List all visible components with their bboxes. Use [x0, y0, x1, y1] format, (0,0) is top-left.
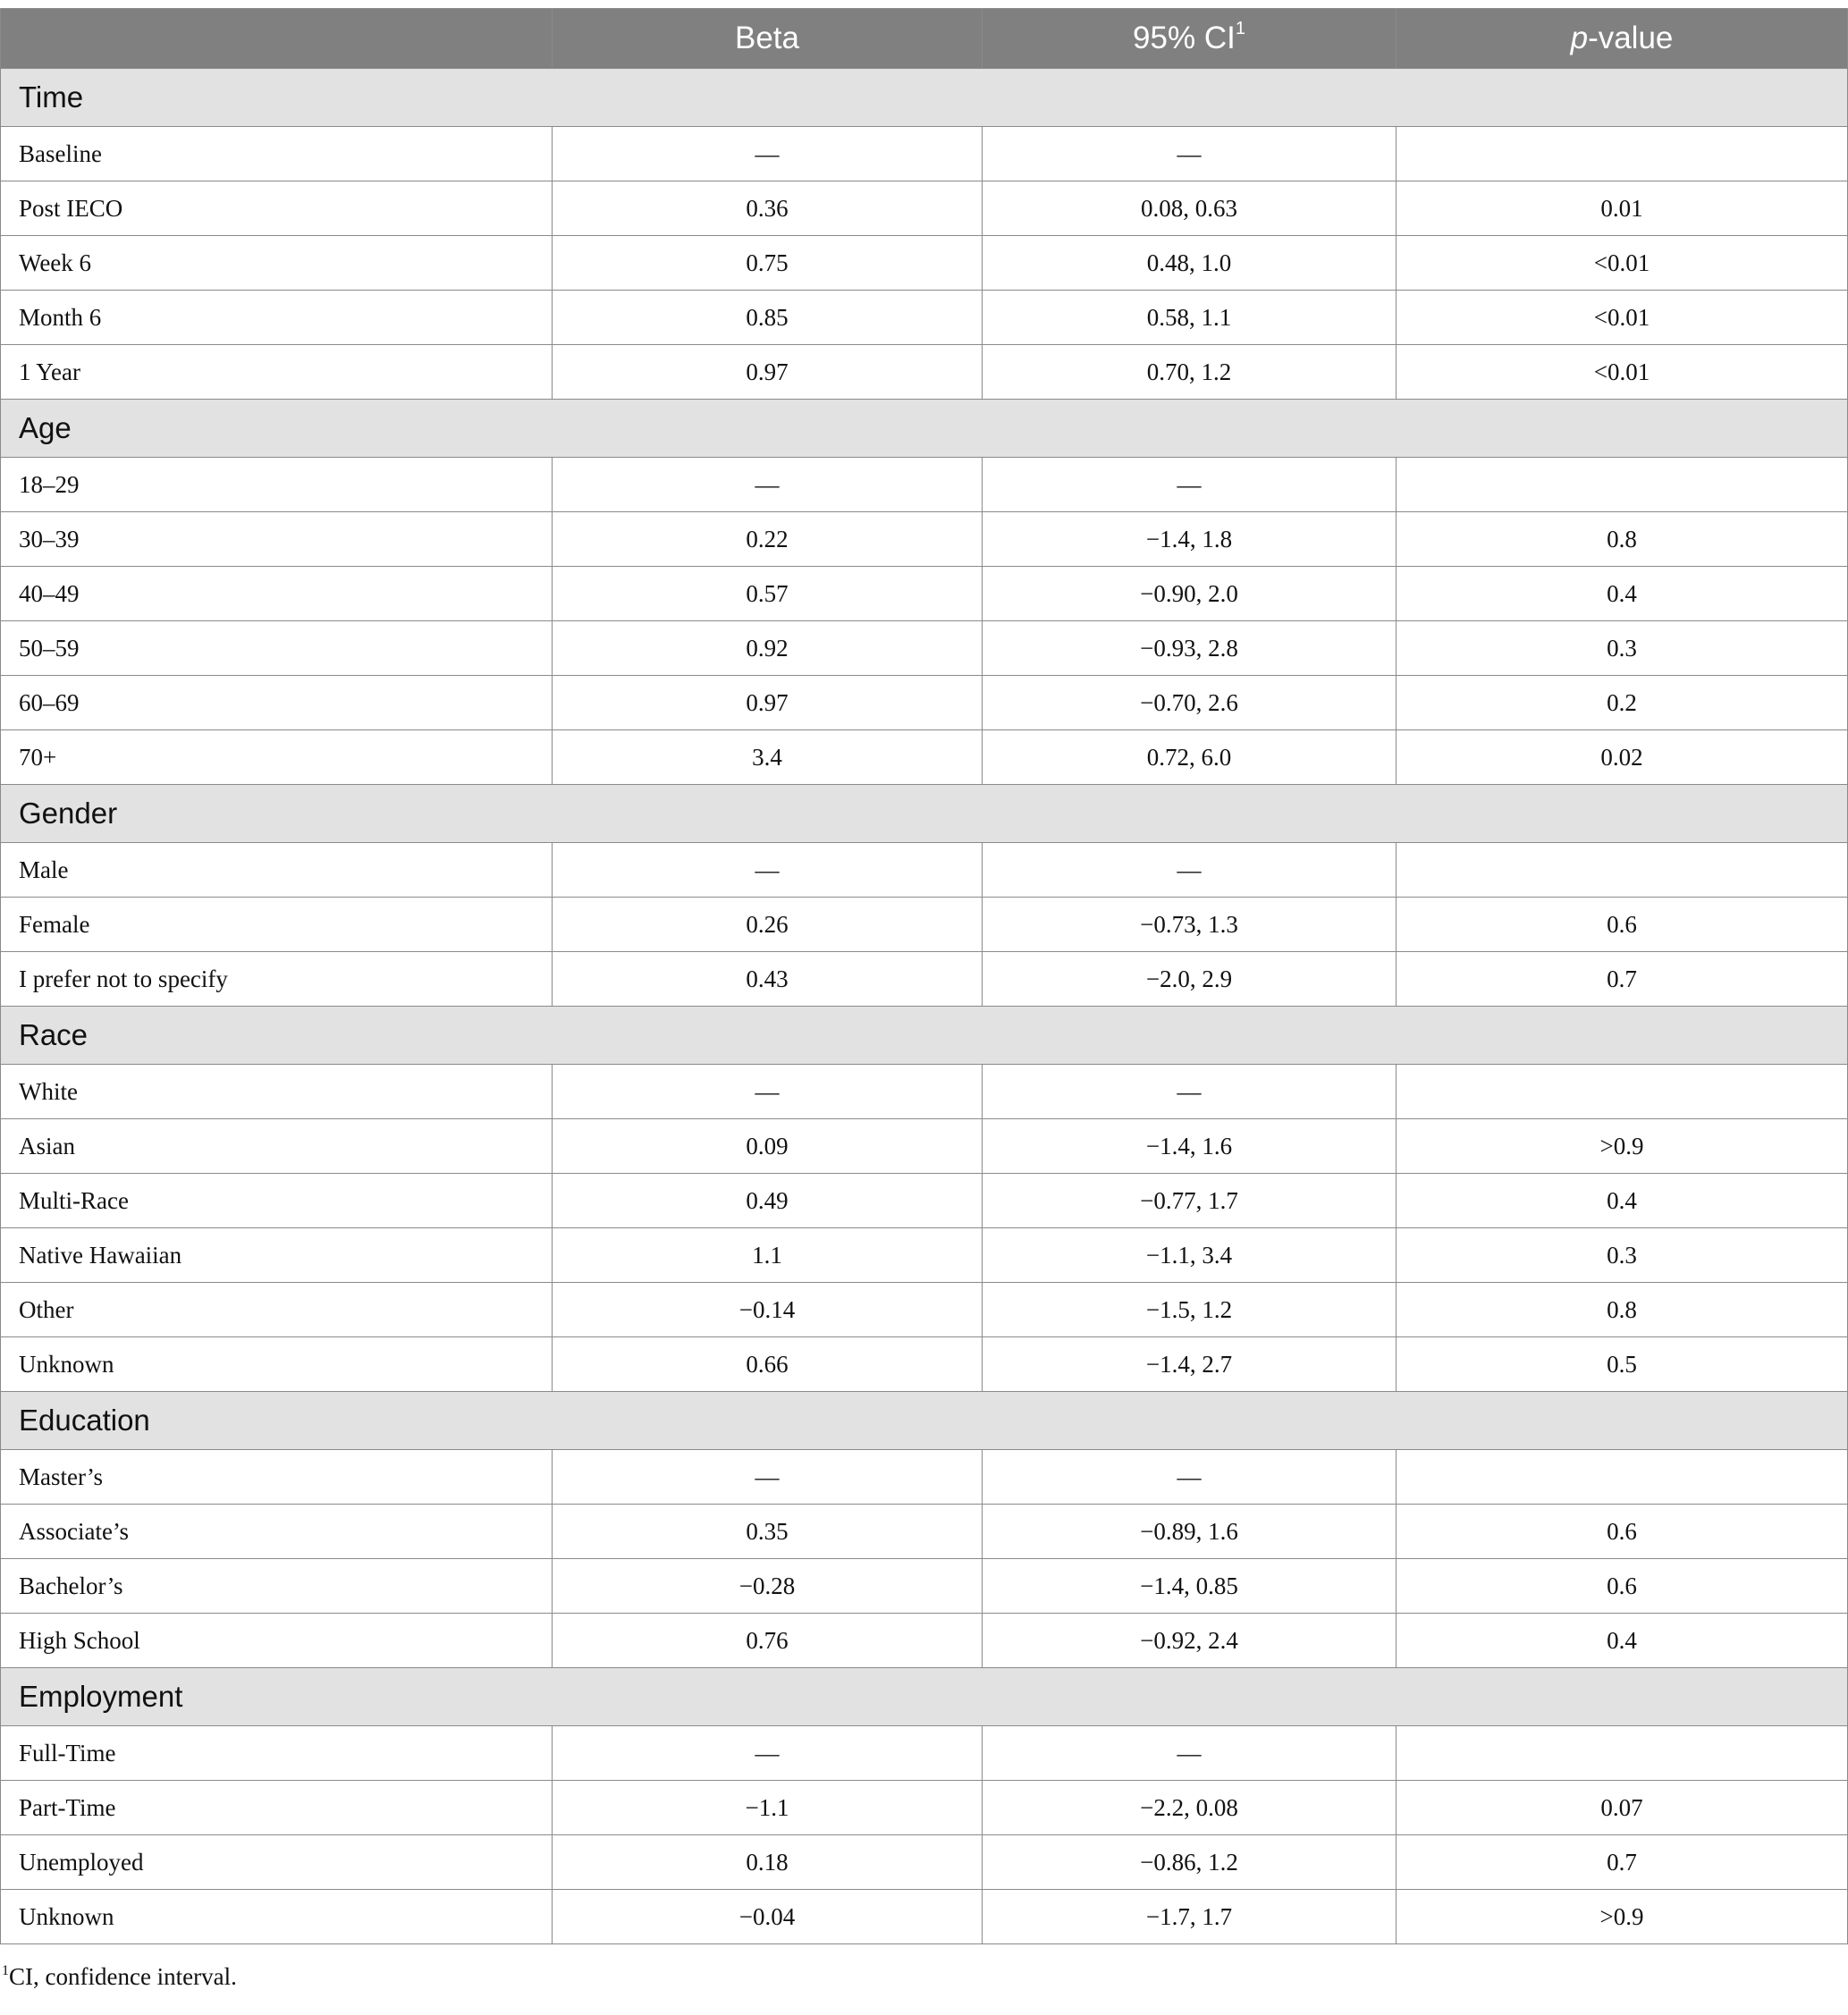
- row-label-cell: Master’s: [1, 1450, 553, 1505]
- group-label: Race: [1, 1007, 1848, 1065]
- p-value-cell: 0.2: [1397, 676, 1848, 730]
- row-label-cell: Full-Time: [1, 1726, 553, 1781]
- table-row: [1, 567, 1848, 621]
- ci-cell: −0.93, 2.8: [983, 621, 1397, 676]
- group-header-row: [1, 785, 1848, 843]
- p-value-cell: 0.8: [1397, 1283, 1848, 1337]
- table-row: [1, 730, 1848, 785]
- p-value-cell: 0.07: [1397, 1781, 1848, 1835]
- ci-cell: −0.92, 2.4: [983, 1614, 1397, 1668]
- group-header-row: [1, 1668, 1848, 1726]
- beta-cell: 0.26: [553, 898, 983, 952]
- beta-cell: —: [553, 843, 983, 898]
- table-row: [1, 1614, 1848, 1668]
- ci-cell: −2.2, 0.08: [983, 1781, 1397, 1835]
- p-value-cell: 0.4: [1397, 1174, 1848, 1228]
- ci-cell: −0.86, 1.2: [983, 1835, 1397, 1890]
- table-row: [1, 1174, 1848, 1228]
- beta-cell: —: [553, 1065, 983, 1119]
- ci-cell: −1.5, 1.2: [983, 1283, 1397, 1337]
- p-value-cell: 0.6: [1397, 1559, 1848, 1614]
- row-label-cell: I prefer not to specify: [1, 952, 553, 1007]
- row-label-cell: 40–49: [1, 567, 553, 621]
- beta-cell: 3.4: [553, 730, 983, 785]
- p-value-cell: 0.02: [1397, 730, 1848, 785]
- p-value-cell: >0.9: [1397, 1890, 1848, 1944]
- p-value-cell: >0.9: [1397, 1119, 1848, 1174]
- row-label-cell: 1 Year: [1, 345, 553, 400]
- row-label-cell: Unemployed: [1, 1835, 553, 1890]
- table-footnote: [2, 1963, 237, 1991]
- table-row: [1, 345, 1848, 400]
- ci-cell: —: [983, 1450, 1397, 1505]
- table-row: [1, 1337, 1848, 1392]
- p-value-cell: <0.01: [1397, 291, 1848, 345]
- table-row: [1, 1781, 1848, 1835]
- beta-cell: 0.92: [553, 621, 983, 676]
- row-label-cell: Native Hawaiian: [1, 1228, 553, 1283]
- table-row: [1, 127, 1848, 181]
- ci-cell: 0.48, 1.0: [983, 236, 1397, 291]
- beta-cell: 0.97: [553, 345, 983, 400]
- header-ci: [983, 9, 1397, 69]
- table-row: [1, 1065, 1848, 1119]
- ci-cell: −0.89, 1.6: [983, 1505, 1397, 1559]
- table-row: [1, 236, 1848, 291]
- p-value-cell: [1397, 127, 1848, 181]
- beta-cell: 0.22: [553, 512, 983, 567]
- row-label-cell: White: [1, 1065, 553, 1119]
- table-row: [1, 1119, 1848, 1174]
- group-label: Time: [1, 69, 1848, 127]
- group-label: Employment: [1, 1668, 1848, 1726]
- header-ci-label: 95% CI: [1133, 21, 1236, 55]
- beta-cell: 0.35: [553, 1505, 983, 1559]
- ci-cell: —: [983, 843, 1397, 898]
- beta-cell: 0.43: [553, 952, 983, 1007]
- ci-cell: −1.4, 1.8: [983, 512, 1397, 567]
- beta-cell: —: [553, 127, 983, 181]
- p-value-cell: 0.5: [1397, 1337, 1848, 1392]
- row-label-cell: Associate’s: [1, 1505, 553, 1559]
- row-label-cell: Week 6: [1, 236, 553, 291]
- ci-cell: —: [983, 127, 1397, 181]
- beta-cell: −0.28: [553, 1559, 983, 1614]
- row-label-cell: Baseline: [1, 127, 553, 181]
- table-row: [1, 1559, 1848, 1614]
- beta-cell: —: [553, 1726, 983, 1781]
- table-row: [1, 621, 1848, 676]
- row-label-cell: Asian: [1, 1119, 553, 1174]
- group-label: Education: [1, 1392, 1848, 1450]
- ci-cell: 0.08, 0.63: [983, 181, 1397, 236]
- p-value-cell: 0.3: [1397, 621, 1848, 676]
- header-blank-cell: [1, 9, 553, 69]
- table-row: [1, 952, 1848, 1007]
- row-label-cell: Female: [1, 898, 553, 952]
- p-value-cell: 0.01: [1397, 181, 1848, 236]
- table-row: [1, 291, 1848, 345]
- beta-cell: —: [553, 458, 983, 512]
- row-label-cell: 60–69: [1, 676, 553, 730]
- beta-cell: 0.36: [553, 181, 983, 236]
- ci-cell: −0.70, 2.6: [983, 676, 1397, 730]
- table-header-row: [1, 9, 1848, 69]
- beta-cell: 0.75: [553, 236, 983, 291]
- group-header-row: [1, 69, 1848, 127]
- ci-cell: −1.1, 3.4: [983, 1228, 1397, 1283]
- regression-table-container: [0, 8, 1848, 1944]
- footnote-marker: 1: [2, 1963, 9, 1978]
- table-row: [1, 1835, 1848, 1890]
- table-row: [1, 1726, 1848, 1781]
- beta-cell: 0.66: [553, 1337, 983, 1392]
- group-label: Age: [1, 400, 1848, 458]
- ci-cell: 0.70, 1.2: [983, 345, 1397, 400]
- p-value-cell: 0.6: [1397, 1505, 1848, 1559]
- table-row: [1, 898, 1848, 952]
- p-value-cell: 0.3: [1397, 1228, 1848, 1283]
- ci-cell: −1.4, 0.85: [983, 1559, 1397, 1614]
- beta-cell: 0.97: [553, 676, 983, 730]
- beta-cell: 0.09: [553, 1119, 983, 1174]
- ci-cell: −1.4, 2.7: [983, 1337, 1397, 1392]
- beta-cell: −0.14: [553, 1283, 983, 1337]
- beta-cell: 0.76: [553, 1614, 983, 1668]
- beta-cell: 0.85: [553, 291, 983, 345]
- ci-cell: −0.90, 2.0: [983, 567, 1397, 621]
- row-label-cell: 50–59: [1, 621, 553, 676]
- beta-cell: −0.04: [553, 1890, 983, 1944]
- ci-cell: —: [983, 458, 1397, 512]
- ci-cell: −1.4, 1.6: [983, 1119, 1397, 1174]
- beta-cell: 0.49: [553, 1174, 983, 1228]
- table-row: [1, 843, 1848, 898]
- table-row: [1, 458, 1848, 512]
- row-label-cell: 30–39: [1, 512, 553, 567]
- p-value-cell: 0.4: [1397, 567, 1848, 621]
- header-p-value: [1397, 9, 1848, 69]
- p-value-cell: 0.7: [1397, 1835, 1848, 1890]
- header-p-rest: -value: [1588, 21, 1674, 55]
- ci-cell: −0.73, 1.3: [983, 898, 1397, 952]
- ci-cell: 0.72, 6.0: [983, 730, 1397, 785]
- p-value-cell: [1397, 843, 1848, 898]
- row-label-cell: Unknown: [1, 1337, 553, 1392]
- ci-cell: —: [983, 1065, 1397, 1119]
- ci-cell: −2.0, 2.9: [983, 952, 1397, 1007]
- table-row: [1, 1228, 1848, 1283]
- footnote-text: CI, confidence interval.: [9, 1963, 237, 1990]
- header-beta: Beta: [553, 9, 983, 69]
- p-value-cell: [1397, 458, 1848, 512]
- beta-cell: 0.18: [553, 1835, 983, 1890]
- group-label: Gender: [1, 785, 1848, 843]
- p-value-cell: <0.01: [1397, 236, 1848, 291]
- p-value-cell: [1397, 1450, 1848, 1505]
- table-body: [1, 69, 1848, 1944]
- p-value-cell: [1397, 1065, 1848, 1119]
- group-header-row: [1, 1007, 1848, 1065]
- header-ci-footnote-marker: 1: [1235, 19, 1245, 38]
- ci-cell: 0.58, 1.1: [983, 291, 1397, 345]
- beta-cell: 1.1: [553, 1228, 983, 1283]
- ci-cell: —: [983, 1726, 1397, 1781]
- row-label-cell: Part-Time: [1, 1781, 553, 1835]
- p-value-cell: 0.7: [1397, 952, 1848, 1007]
- row-label-cell: High School: [1, 1614, 553, 1668]
- ci-cell: −0.77, 1.7: [983, 1174, 1397, 1228]
- p-value-cell: 0.8: [1397, 512, 1848, 567]
- row-label-cell: Month 6: [1, 291, 553, 345]
- row-label-cell: Multi-Race: [1, 1174, 553, 1228]
- table-row: [1, 181, 1848, 236]
- header-p-italic: p: [1570, 21, 1589, 55]
- table-row: [1, 1505, 1848, 1559]
- table-row: [1, 512, 1848, 567]
- row-label-cell: Other: [1, 1283, 553, 1337]
- table-row: [1, 1890, 1848, 1944]
- beta-cell: −1.1: [553, 1781, 983, 1835]
- table-row: [1, 676, 1848, 730]
- row-label-cell: Post IECO: [1, 181, 553, 236]
- p-value-cell: 0.4: [1397, 1614, 1848, 1668]
- table-row: [1, 1450, 1848, 1505]
- table-row: [1, 1283, 1848, 1337]
- beta-cell: —: [553, 1450, 983, 1505]
- row-label-cell: 18–29: [1, 458, 553, 512]
- ci-cell: −1.7, 1.7: [983, 1890, 1397, 1944]
- row-label-cell: Bachelor’s: [1, 1559, 553, 1614]
- p-value-cell: <0.01: [1397, 345, 1848, 400]
- group-header-row: [1, 400, 1848, 458]
- group-header-row: [1, 1392, 1848, 1450]
- row-label-cell: 70+: [1, 730, 553, 785]
- p-value-cell: [1397, 1726, 1848, 1781]
- row-label-cell: Unknown: [1, 1890, 553, 1944]
- p-value-cell: 0.6: [1397, 898, 1848, 952]
- row-label-cell: Male: [1, 843, 553, 898]
- regression-table: [0, 8, 1848, 1944]
- beta-cell: 0.57: [553, 567, 983, 621]
